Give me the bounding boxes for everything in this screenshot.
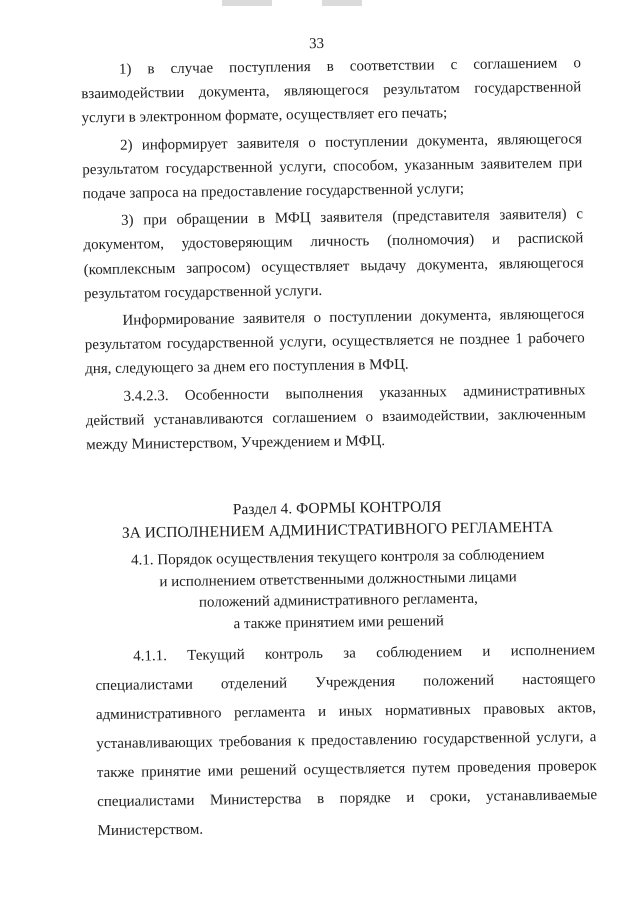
subsection-heading-line-1: 4.1. Порядок осуществления текущего контроля за соблюдением (130, 546, 545, 569)
paragraph-4-1-1: 4.1.1. Текущий контроль за соблюдением и исполнением специалистами отделений Учреждения положений настоящего административного регламента и иных нормативных правовых актов, устанавливающих требования к предоставлению государственной услуги, а также принятие ими решений осуществляется путем проведения проверок специалистами Министерства в порядке и сроки, устанавливаемые Министерством. (95, 642, 598, 840)
subsection-heading-line-4: а также принятием ими решений (233, 612, 444, 632)
body-text-bottom (95, 636, 598, 846)
subsection-heading-line-3: положений административного регламента, (198, 590, 478, 611)
section-heading-line-1: Раздел 4. ФОРМЫ КОНТРОЛЯ (232, 498, 442, 519)
paragraph-item-1: 1) в случае поступления в соответствии с соглашением о взаимодействии документа, являющегося результатом государственной услуги в электронном формате, осуществляет его печать; (81, 55, 582, 127)
paragraph-informing: Информирование заявителя о поступлении документа, являющегося результатом государственной услуги, осуществляется не позднее 1 рабочего дня, следующего за днем его поступления в МФЦ. (84, 306, 585, 378)
section-heading-line-2: ЗА ИСПОЛНЕНИЕМ АДМИНИСТРАТИВНОГО РЕГЛАМЕНТА (121, 518, 554, 542)
subsection-heading (88, 544, 589, 637)
section-heading (87, 494, 588, 545)
paragraph-3-4-2-3: 3.4.2.3. Особенности выполнения указанных административных действий устанавливаются соглашением о взаимодействии, заключенным между Министерством, Учреждением и МФЦ. (85, 381, 586, 454)
body-text-top (81, 51, 587, 457)
page-number: 33 (309, 35, 325, 53)
subsection-heading-line-2: и исполнением ответственными должностными лицами (159, 568, 517, 590)
paragraph-item-2: 2) информирует заявителя о поступлении документа, являющегося результатом государственной услуги, способом, указанным заявителем при подаче запроса на предоставление государственной услуги; (82, 130, 583, 203)
paragraph-item-3: 3) при обращении в МФЦ заявителя (представителя заявителя) с документом, удостоверяющим личность (полномочия) и распиской (комплексным запросом) осуществляет выдачу документа, являющегося результатом государственной услуги. (83, 206, 584, 303)
